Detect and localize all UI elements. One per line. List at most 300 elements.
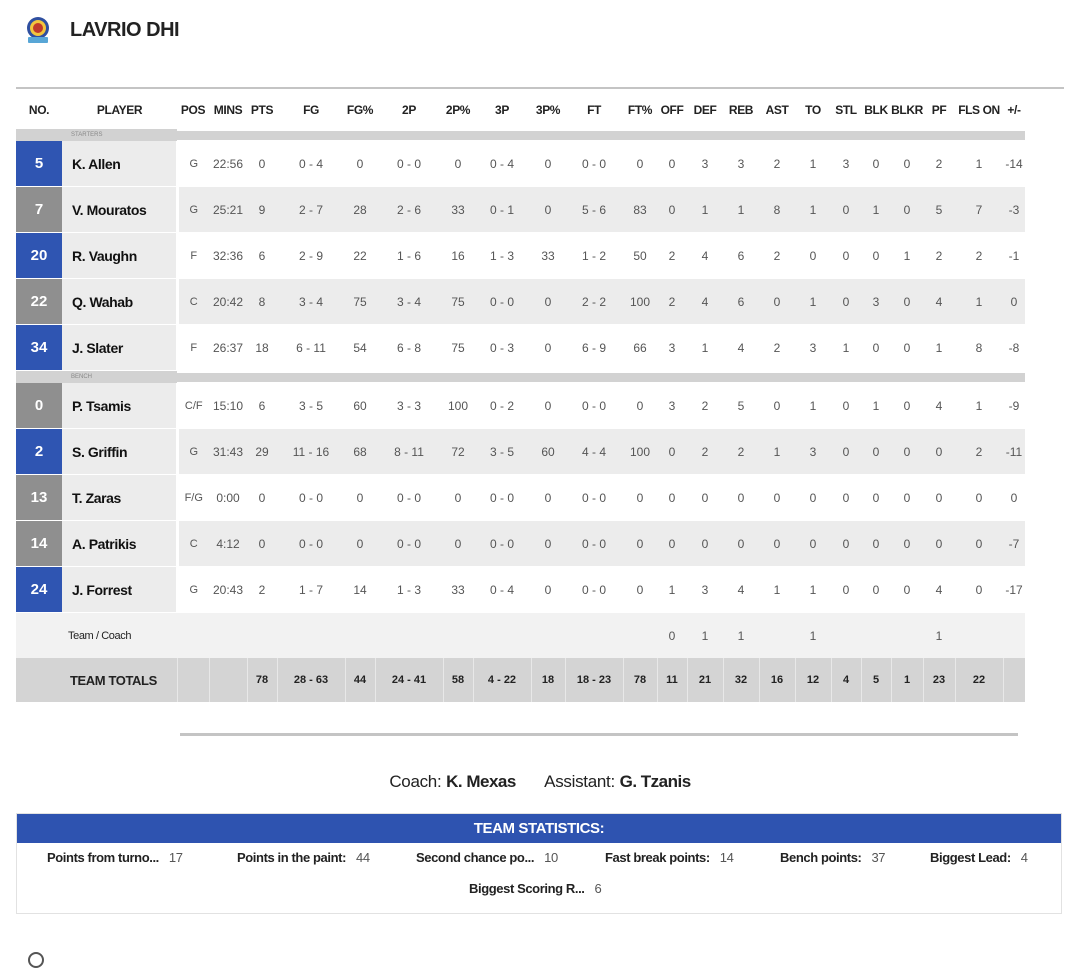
team-coach-fls-on [955,613,1003,659]
stat-pf: 4 [923,279,955,325]
total-to: 12 [795,658,831,702]
stat-stl: 0 [831,475,861,521]
total-def: 21 [687,658,723,702]
stat-mins: 26:37 [209,325,247,371]
stat-reb: 0 [723,475,759,521]
stat-2p: 2 - 6 [375,187,443,233]
team-coach-plus-minus [1003,613,1025,659]
stat-reb: 4 [723,325,759,371]
total-fg-pct: 44 [345,658,375,702]
col-header-2p[interactable]: 2P [402,103,416,117]
section-bench [16,371,1025,384]
stat-pf: 0 [923,521,955,567]
stat-plus-minus: -9 [1003,383,1025,429]
coach-line [0,772,1080,792]
stat-ft-pct: 0 [623,475,657,521]
stat-3p-pct: 33 [531,233,565,279]
stat-to: 1 [795,187,831,233]
stat-pos: G [177,141,209,187]
col-header-pf[interactable]: PF [931,103,947,117]
total-2p-pct: 58 [443,658,473,702]
team-totals-label: TEAM TOTALS [16,658,177,702]
col-header-no[interactable]: NO. [28,103,50,117]
stat-stl: 0 [831,521,861,567]
stat-fg: 3 - 4 [277,279,345,325]
stat-2p: 0 - 0 [375,521,443,567]
player-name[interactable]: V. Mouratos [62,187,177,233]
stat-biggest-scoring-run: Biggest Scoring R... 6 [469,881,602,896]
col-header-to[interactable]: TO [805,103,821,117]
stat-pf: 4 [923,567,955,613]
stat-blkr: 0 [891,141,923,187]
stat-reb: 6 [723,233,759,279]
stat-def: 3 [687,567,723,613]
stat-pos: F/G [177,475,209,521]
team-coach-row [16,613,1025,659]
stat-3p-pct: 60 [531,429,565,475]
section-label: BENCH [16,371,177,384]
total-ast: 16 [759,658,795,702]
stat-def: 4 [687,233,723,279]
stat-2p: 0 - 0 [375,141,443,187]
stat-2p-pct: 0 [443,521,473,567]
stat-ft: 1 - 2 [565,233,623,279]
team-coach-2p-pct [443,613,473,659]
stat-pts: 18 [247,325,277,371]
total-3p: 4 - 22 [473,658,531,702]
stat-blk: 0 [861,429,891,475]
box-score-table [16,91,1025,702]
team-coach-3p [473,613,531,659]
total-blk: 5 [861,658,891,702]
total-blkr: 1 [891,658,923,702]
stat-3p-pct: 0 [531,567,565,613]
team-coach-2p [375,613,443,659]
team-name: LAVRIO DHI [70,18,180,41]
stat-fls-on: 1 [955,279,1003,325]
total-stl: 4 [831,658,861,702]
player-number: 13 [16,475,62,521]
player-row[interactable] [16,187,1025,233]
total-pts: 78 [247,658,277,702]
team-coach-fg-pct [345,613,375,659]
stat-blkr: 0 [891,187,923,233]
stat-blk: 0 [861,475,891,521]
stat-pf: 2 [923,141,955,187]
player-row[interactable] [16,567,1025,613]
total-3p-pct: 18 [531,658,565,702]
stat-stl: 0 [831,233,861,279]
stat-blk: 1 [861,383,891,429]
player-number: 5 [16,141,62,187]
team-coach-off: 0 [657,613,687,659]
stat-reb: 3 [723,141,759,187]
stat-mins: 31:43 [209,429,247,475]
stat-stl: 0 [831,567,861,613]
assistant-name: G. Tzanis [619,772,691,791]
col-header-3p[interactable]: 3P [495,103,509,117]
stat-pts: 6 [247,233,277,279]
stat-fg: 0 - 0 [277,521,345,567]
stat-pts: 2 [247,567,277,613]
stat-fg-pct: 75 [345,279,375,325]
stat-fast-break-points: Fast break points: 14 [605,850,734,865]
total-fls-on: 22 [955,658,1003,702]
stat-ast: 1 [759,429,795,475]
stat-plus-minus: -7 [1003,521,1025,567]
stat-pos: G [177,429,209,475]
col-header-def[interactable]: DEF [693,103,717,117]
stat-ft-pct: 66 [623,325,657,371]
stat-fg: 0 - 0 [277,475,345,521]
stat-bench-points: Bench points: 37 [780,850,886,865]
stat-blkr: 0 [891,429,923,475]
stat-mins: 25:21 [209,187,247,233]
stat-reb: 4 [723,567,759,613]
stat-mins: 20:43 [209,567,247,613]
stat-mins: 15:10 [209,383,247,429]
stat-reb: 2 [723,429,759,475]
team-coach-pf: 1 [923,613,955,659]
stat-pf: 5 [923,187,955,233]
stat-pos: C [177,279,209,325]
stat-ast: 2 [759,141,795,187]
player-name[interactable]: P. Tsamis [62,383,177,429]
stat-mins: 20:42 [209,279,247,325]
team-coach-to: 1 [795,613,831,659]
stat-blkr: 0 [891,567,923,613]
team-coach-def: 1 [687,613,723,659]
stat-fg: 3 - 5 [277,383,345,429]
col-header-fg[interactable]: FG [303,103,319,117]
stat-to: 1 [795,141,831,187]
stat-ft: 5 - 6 [565,187,623,233]
stat-3p: 0 - 0 [473,279,531,325]
team-coach-label: Team / Coach [16,613,177,659]
player-number: 34 [16,325,62,371]
stat-2p-pct: 16 [443,233,473,279]
col-header-2p-pct[interactable]: 2P% [445,103,471,117]
player-row[interactable] [16,475,1025,521]
coach-name: K. Mexas [446,772,516,791]
stat-2p: 3 - 3 [375,383,443,429]
section-divider [177,373,1025,382]
team-coach-mins [209,613,247,659]
total-2p: 24 - 41 [375,658,443,702]
col-header-3p-pct[interactable]: 3P% [535,103,561,117]
stat-3p-pct: 0 [531,475,565,521]
stat-fg-pct: 54 [345,325,375,371]
total-off: 11 [657,658,687,702]
section-bar [177,129,1025,141]
stat-pts: 6 [247,383,277,429]
total-ft: 18 - 23 [565,658,623,702]
stat-pos: G [177,187,209,233]
stat-blkr: 0 [891,279,923,325]
stat-to: 1 [795,279,831,325]
stat-def: 3 [687,141,723,187]
col-header-off[interactable]: OFF [660,103,684,117]
stat-ft: 0 - 0 [565,567,623,613]
team-coach-fg [277,613,345,659]
col-header-blkr[interactable]: BLKR [891,103,923,117]
stat-ft-pct: 0 [623,521,657,567]
player-number: 22 [16,279,62,325]
stat-mins: 0:00 [209,475,247,521]
stat-to: 3 [795,325,831,371]
col-header-fls-on[interactable]: FLS ON [958,103,1000,117]
stat-pts: 0 [247,475,277,521]
stat-stl: 0 [831,187,861,233]
stat-ast: 2 [759,233,795,279]
stat-3p-pct: 0 [531,383,565,429]
coach-label: Coach: [389,772,442,791]
team-statistics-title: TEAM STATISTICS: [17,814,1061,843]
stat-off: 0 [657,521,687,567]
stat-fls-on: 7 [955,187,1003,233]
stat-3p: 1 - 3 [473,233,531,279]
stat-ast: 1 [759,567,795,613]
stat-fg: 0 - 4 [277,141,345,187]
total-reb: 32 [723,658,759,702]
stat-2p-pct: 75 [443,279,473,325]
player-name[interactable]: J. Slater [62,325,177,371]
stat-def: 0 [687,521,723,567]
stat-3p: 0 - 0 [473,521,531,567]
stat-blk: 3 [861,279,891,325]
stat-def: 4 [687,279,723,325]
stat-fg: 2 - 7 [277,187,345,233]
player-name[interactable]: R. Vaughn [62,233,177,279]
next-section-icon [28,952,44,968]
stat-3p: 0 - 2 [473,383,531,429]
stat-ast: 0 [759,521,795,567]
stat-ft: 0 - 0 [565,521,623,567]
stat-blkr: 0 [891,383,923,429]
stat-ast: 0 [759,279,795,325]
player-number: 2 [16,429,62,475]
player-row[interactable] [16,279,1025,325]
team-coach-pos [177,613,209,659]
stat-points-in-paint: Points in the paint: 44 [237,850,370,865]
stat-2p: 8 - 11 [375,429,443,475]
stat-points-from-turnovers: Points from turno... 17 [47,850,183,865]
stat-to: 0 [795,521,831,567]
player-name[interactable]: Q. Wahab [62,279,177,325]
stat-blkr: 0 [891,521,923,567]
stat-def: 2 [687,383,723,429]
stat-3p-pct: 0 [531,521,565,567]
stat-2p: 0 - 0 [375,475,443,521]
stat-to: 1 [795,383,831,429]
total-pos [177,658,209,702]
stat-3p: 3 - 5 [473,429,531,475]
col-header-reb[interactable]: REB [728,103,754,117]
stat-stl: 0 [831,279,861,325]
stat-off: 0 [657,475,687,521]
stat-2p-pct: 33 [443,187,473,233]
stat-3p: 0 - 3 [473,325,531,371]
stat-stl: 0 [831,383,861,429]
stat-fg-pct: 0 [345,475,375,521]
col-header-mins[interactable]: MINS [213,103,243,117]
team-coach-pts [247,613,277,659]
stat-reb: 0 [723,521,759,567]
stat-3p-pct: 0 [531,279,565,325]
total-pf: 23 [923,658,955,702]
player-number: 14 [16,521,62,567]
stat-ft-pct: 83 [623,187,657,233]
stat-ast: 8 [759,187,795,233]
stat-blk: 0 [861,141,891,187]
stat-mins: 32:36 [209,233,247,279]
team-logo-icon [22,14,54,46]
col-header-pos[interactable]: POS [180,103,206,117]
stat-2p: 1 - 6 [375,233,443,279]
player-name[interactable]: K. Allen [62,141,177,187]
stat-def: 0 [687,475,723,521]
stat-pf: 0 [923,429,955,475]
total-ft-pct: 78 [623,658,657,702]
stat-ft: 0 - 0 [565,383,623,429]
stat-reb: 5 [723,383,759,429]
stat-reb: 1 [723,187,759,233]
stat-2p: 1 - 3 [375,567,443,613]
table-scrollbar[interactable] [180,733,1018,736]
player-row[interactable] [16,383,1025,429]
player-name[interactable]: S. Griffin [62,429,177,475]
stat-plus-minus: -17 [1003,567,1025,613]
stat-off: 1 [657,567,687,613]
stat-to: 3 [795,429,831,475]
stat-ft: 0 - 0 [565,475,623,521]
stat-3p-pct: 0 [531,325,565,371]
player-number: 0 [16,383,62,429]
stat-plus-minus: -14 [1003,141,1025,187]
stat-to: 1 [795,567,831,613]
total-plus-minus [1003,658,1025,702]
divider [16,87,1064,89]
stat-2p-pct: 100 [443,383,473,429]
stat-ft: 2 - 2 [565,279,623,325]
stat-blk: 0 [861,521,891,567]
stat-fls-on: 0 [955,521,1003,567]
stat-pos: C [177,521,209,567]
stat-fls-on: 2 [955,233,1003,279]
stat-fg-pct: 22 [345,233,375,279]
col-header-ft[interactable]: FT [587,103,601,117]
col-header-ft-pct[interactable]: FT% [627,103,653,117]
player-number: 24 [16,567,62,613]
stat-fls-on: 2 [955,429,1003,475]
stat-plus-minus: 0 [1003,279,1025,325]
stat-fls-on: 0 [955,567,1003,613]
team-coach-ft-pct [623,613,657,659]
stat-3p: 0 - 1 [473,187,531,233]
stat-pos: G [177,567,209,613]
stat-off: 3 [657,325,687,371]
stat-fls-on: 1 [955,141,1003,187]
stat-off: 2 [657,279,687,325]
stat-ft: 6 - 9 [565,325,623,371]
stat-fg-pct: 68 [345,429,375,475]
stat-fg: 1 - 7 [277,567,345,613]
stat-ast: 2 [759,325,795,371]
stat-fg: 6 - 11 [277,325,345,371]
stat-pts: 0 [247,141,277,187]
assistant-label: Assistant: [544,772,615,791]
col-header-player[interactable]: PLAYER [96,103,143,117]
stat-ast: 0 [759,383,795,429]
player-row[interactable] [16,521,1025,567]
col-header-plus-minus[interactable]: +/- [1007,103,1021,117]
stat-2p-pct: 75 [443,325,473,371]
section-starters [16,129,1025,141]
stat-3p-pct: 0 [531,187,565,233]
team-coach-reb: 1 [723,613,759,659]
stat-fg-pct: 14 [345,567,375,613]
stat-plus-minus: -1 [1003,233,1025,279]
stat-pts: 0 [247,521,277,567]
stat-off: 0 [657,141,687,187]
player-row[interactable] [16,233,1025,279]
stat-2p-pct: 0 [443,475,473,521]
player-row[interactable] [16,429,1025,475]
team-header [22,10,179,50]
col-header-ast[interactable]: AST [765,103,789,117]
col-header-pts[interactable]: PTS [250,103,274,117]
stat-def: 1 [687,325,723,371]
team-coach-ast [759,613,795,659]
col-header-blk[interactable]: BLK [864,103,888,117]
col-header-fg-pct[interactable]: FG% [346,103,374,117]
stat-fg-pct: 0 [345,521,375,567]
stat-ft-pct: 100 [623,279,657,325]
player-name[interactable]: A. Patrikis [62,521,177,567]
col-header-stl[interactable]: STL [835,103,857,117]
team-coach-blk [861,613,891,659]
stat-ft-pct: 0 [623,383,657,429]
stat-pos: F [177,233,209,279]
stat-3p-pct: 0 [531,141,565,187]
stat-fg-pct: 0 [345,141,375,187]
team-coach-3p-pct [531,613,565,659]
section-divider [177,131,1025,140]
stat-blk: 0 [861,325,891,371]
stat-pts: 9 [247,187,277,233]
player-row[interactable] [16,141,1025,187]
stat-to: 0 [795,475,831,521]
stat-2p: 6 - 8 [375,325,443,371]
stat-reb: 6 [723,279,759,325]
stat-fls-on: 1 [955,383,1003,429]
stat-blkr: 0 [891,475,923,521]
stat-3p: 0 - 4 [473,567,531,613]
player-row[interactable] [16,325,1025,371]
team-coach-stl [831,613,861,659]
player-name[interactable]: J. Forrest [62,567,177,613]
stat-mins: 22:56 [209,141,247,187]
stat-blkr: 0 [891,325,923,371]
stat-2p-pct: 0 [443,141,473,187]
stat-stl: 0 [831,429,861,475]
player-name[interactable]: T. Zaras [62,475,177,521]
stat-pos: F [177,325,209,371]
stat-fg: 11 - 16 [277,429,345,475]
stat-pf: 0 [923,475,955,521]
stat-second-chance-points: Second chance po... 10 [416,850,558,865]
stat-fg-pct: 60 [345,383,375,429]
